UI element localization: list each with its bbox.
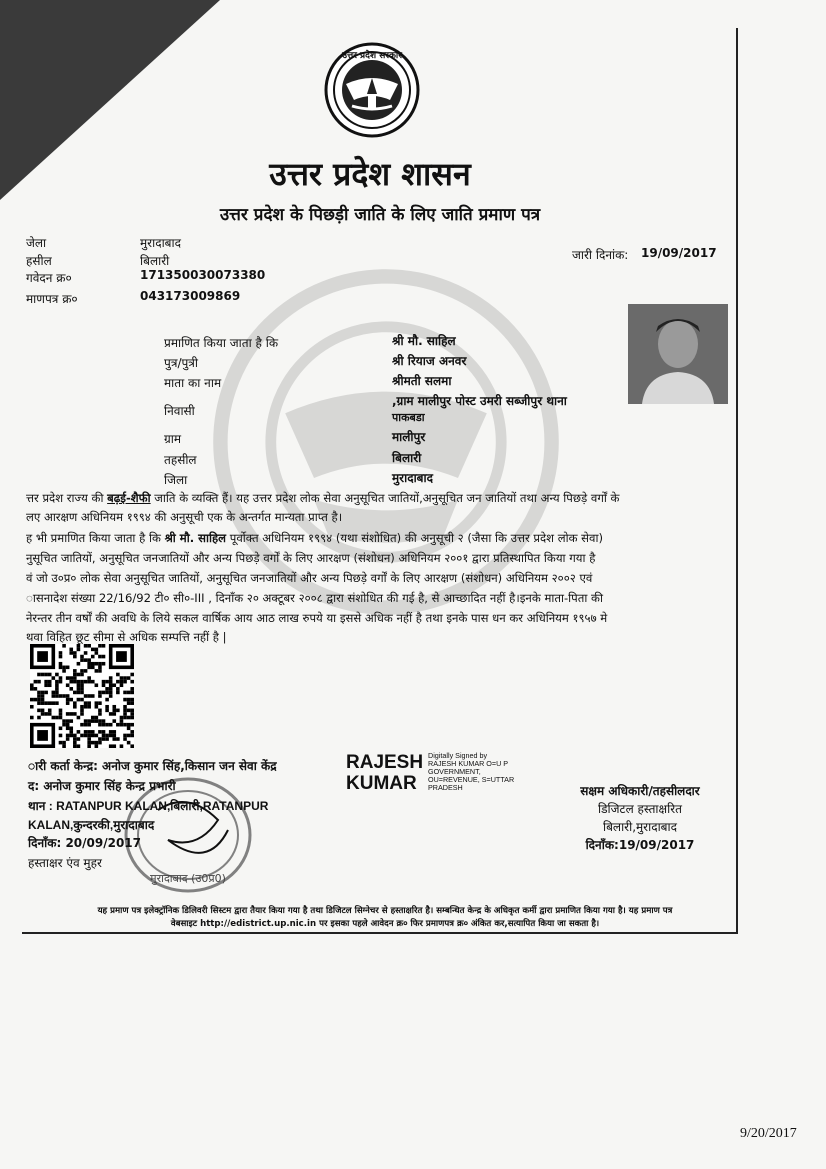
- sign-detail: GOVERNMENT,: [428, 767, 481, 776]
- emblem-text: उत्तर प्रदेश सरकार: [342, 51, 402, 61]
- resident-address-1: ,ग्राम मालीपुर पोस्ट उमरी सब्जीपुर थाना: [392, 394, 567, 408]
- watermark-emblem: [206, 262, 566, 622]
- footer-line-2: वेबसाइट http://edistrict.up.nic.in पर इसका पहले आवेदन क्र० फिर प्रमाणपत्र क्र० अंकित कर,सत्यापित किया जा सकता है।: [170, 919, 600, 929]
- issuing-date: दिनाँक: 20/09/2017: [28, 836, 142, 850]
- signer-name-line-2: KUMAR: [346, 773, 417, 794]
- resident-label: निवासी: [164, 404, 195, 418]
- certificate-title: उत्तर प्रदेश के पिछड़ी जाति के लिए जाति प्रमाण पत्र: [219, 205, 541, 225]
- sign-detail: Digitally Signed by: [428, 751, 488, 760]
- mother-label: माता का नाम: [164, 376, 222, 390]
- sign-detail: OU=REVENUE, S=UTTAR: [428, 775, 515, 784]
- parent-name: श्री रियाज अनवर: [392, 354, 467, 368]
- issuing-operator: द: अनोज कुमार सिंह केन्द्र प्रभारी: [28, 779, 176, 793]
- mother-name: श्रीमती सलमा: [392, 374, 452, 388]
- signer-name-line-1: RAJESH: [346, 752, 424, 773]
- issue-date-value: 19/09/2017: [641, 246, 717, 260]
- body-line-8: थवा विहित छूट सीमा से अधिक सम्पत्ति नहीं है |: [26, 630, 227, 644]
- digital-signature-details: [428, 752, 514, 792]
- certificate-number-value: 043173009869: [140, 289, 241, 303]
- district-label: जेला: [26, 236, 47, 250]
- govt-title: उत्तर प्रदेश शासन: [269, 155, 471, 193]
- footer-line-1: यह प्रमाण पत्र इलेक्ट्रॉनिक डिलिवरी सिस्टम द्वारा तैयार किया गया है तथा डिजिटल सिग्नेचर से हस्ताक्षरित है। सम्बन्धित केन्द्र के अधिकृत कर्मी द्वारा प्रमाणित किया गया है। यह प्रमाण पत्र: [97, 906, 673, 916]
- body-line-4: नुसूचित जातियों, अनुसूचित जनजातियों और अन्य पिछड़े वर्गों के लिए आरक्षण (संशोधन) अधिनियम २००१ द्वारा प्रतिस्थापित किया गया है: [26, 551, 596, 565]
- seal-label: हस्ताक्षर एंव मुहर: [28, 856, 102, 870]
- village-label: ग्राम: [164, 432, 182, 446]
- body-applicant-name: श्री मौ. साहिल: [164, 531, 227, 545]
- resident-address-2: पाकबडा: [392, 411, 425, 424]
- tehsil-value: बिलारी: [140, 254, 170, 268]
- sign-detail: RAJESH KUMAR O=U P: [428, 759, 509, 768]
- issuing-center: ारी कर्ता केन्द्र: अनोज कुमार सिंह,किसान जन सेवा केंद्र: [28, 759, 277, 773]
- digital-signer-name: [346, 752, 423, 794]
- body-line-3-end: पूर्वोक्त अधिनियम १९९४ (यथा संशोधित) की अनुसूची २ (जैसा कि उत्तर प्रदेश लोक सेवा): [226, 531, 603, 545]
- body-line-3: [26, 530, 603, 546]
- applicant-photo: [628, 304, 728, 404]
- body-line-7: नेरन्तर तीन वर्षों की अवधि के लिये सकल वार्षिक आय आठ लाख रुपये या इससे अधिक नहीं है तथा इनके पास धन कर अधिनियम १९५७ मे: [26, 611, 608, 625]
- issuing-place-2: KALAN,कुन्दरकी,मुरादाबाद: [28, 818, 155, 832]
- detail-district-value: मुरादाबाद: [392, 471, 434, 485]
- village-value: मालीपुर: [392, 430, 426, 444]
- application-label: गवेदन क्र०: [26, 271, 72, 285]
- body-line-5: वं जो उ०प्र० लोक सेवा अनुसूचित जातियों, अनुसूचित जनजातियों और अन्य पिछड़े वर्गों के लिए आरक्षण (संशोधन) अधिनियम २००२ एवं: [26, 571, 593, 585]
- issue-date-label: जारी दिनांक:: [572, 248, 629, 262]
- tehsil-label: हसील: [26, 254, 52, 268]
- certificate-number-label: माणपत्र क्र०: [26, 292, 78, 306]
- bottom-border: [22, 932, 738, 934]
- detail-district-label: जिला: [164, 473, 188, 487]
- certify-label: प्रमाणित किया जाता है कि: [164, 336, 279, 350]
- body-line-1-end: जाति के व्यक्ति हैं। यह उत्तर प्रदेश लोक सेवा अनुसूचित जातियों,अनुसूचित जन जातियों तथा अन्य पिछड़े वर्गों के: [150, 491, 620, 505]
- district-value: मुरादाबाद: [140, 236, 182, 250]
- up-govt-emblem: [322, 42, 422, 138]
- officer-designation: सक्षम अधिकारी/तहसीलदार: [580, 784, 700, 798]
- body-line-3-start: ह भी प्रमाणित किया जाता है कि: [26, 531, 165, 545]
- officer-office: बिलारी,मुरादाबाद: [602, 820, 678, 834]
- body-line-6: ासनादेश संख्या 22/16/92 टी० सी०-III , दिनाँक २० अक्टूबर २००८ द्वारा संशोधित की गई है, से आच्छादित नहीं है।इनके माता-पिता की: [26, 591, 603, 605]
- qr-code: [30, 644, 134, 748]
- parent-label: पुत्र/पुत्री: [164, 356, 199, 370]
- print-date: 9/20/2017: [740, 1126, 797, 1141]
- applicant-name: श्री मौ. साहिल: [392, 334, 456, 348]
- body-line-1: [26, 490, 619, 506]
- issuing-place-1: थान : RATANPUR KALAN,बिलारी,RATANPUR: [28, 799, 269, 813]
- sign-detail: PRADESH: [428, 783, 463, 792]
- caste-name: बढ़ई-शैफी: [107, 491, 151, 505]
- officer-date: दिनाँक:19/09/2017: [585, 838, 695, 852]
- body-line-1-start: त्तर प्रदेश राज्य की: [26, 491, 108, 505]
- detail-tehsil-label: तहसील: [164, 453, 197, 467]
- stamp-text: मुरादाबाद (उ0प्र0): [150, 872, 226, 885]
- application-value: 171350030073380: [140, 268, 266, 282]
- body-line-2: लए आरक्षण अधिनियम १९९४ की अनुसूची एक के अन्तर्गत मान्यता प्राप्त है।: [26, 510, 343, 524]
- officer-signed: डिजिटल हस्ताक्षरित: [598, 802, 682, 816]
- detail-tehsil-value: बिलारी: [392, 451, 422, 465]
